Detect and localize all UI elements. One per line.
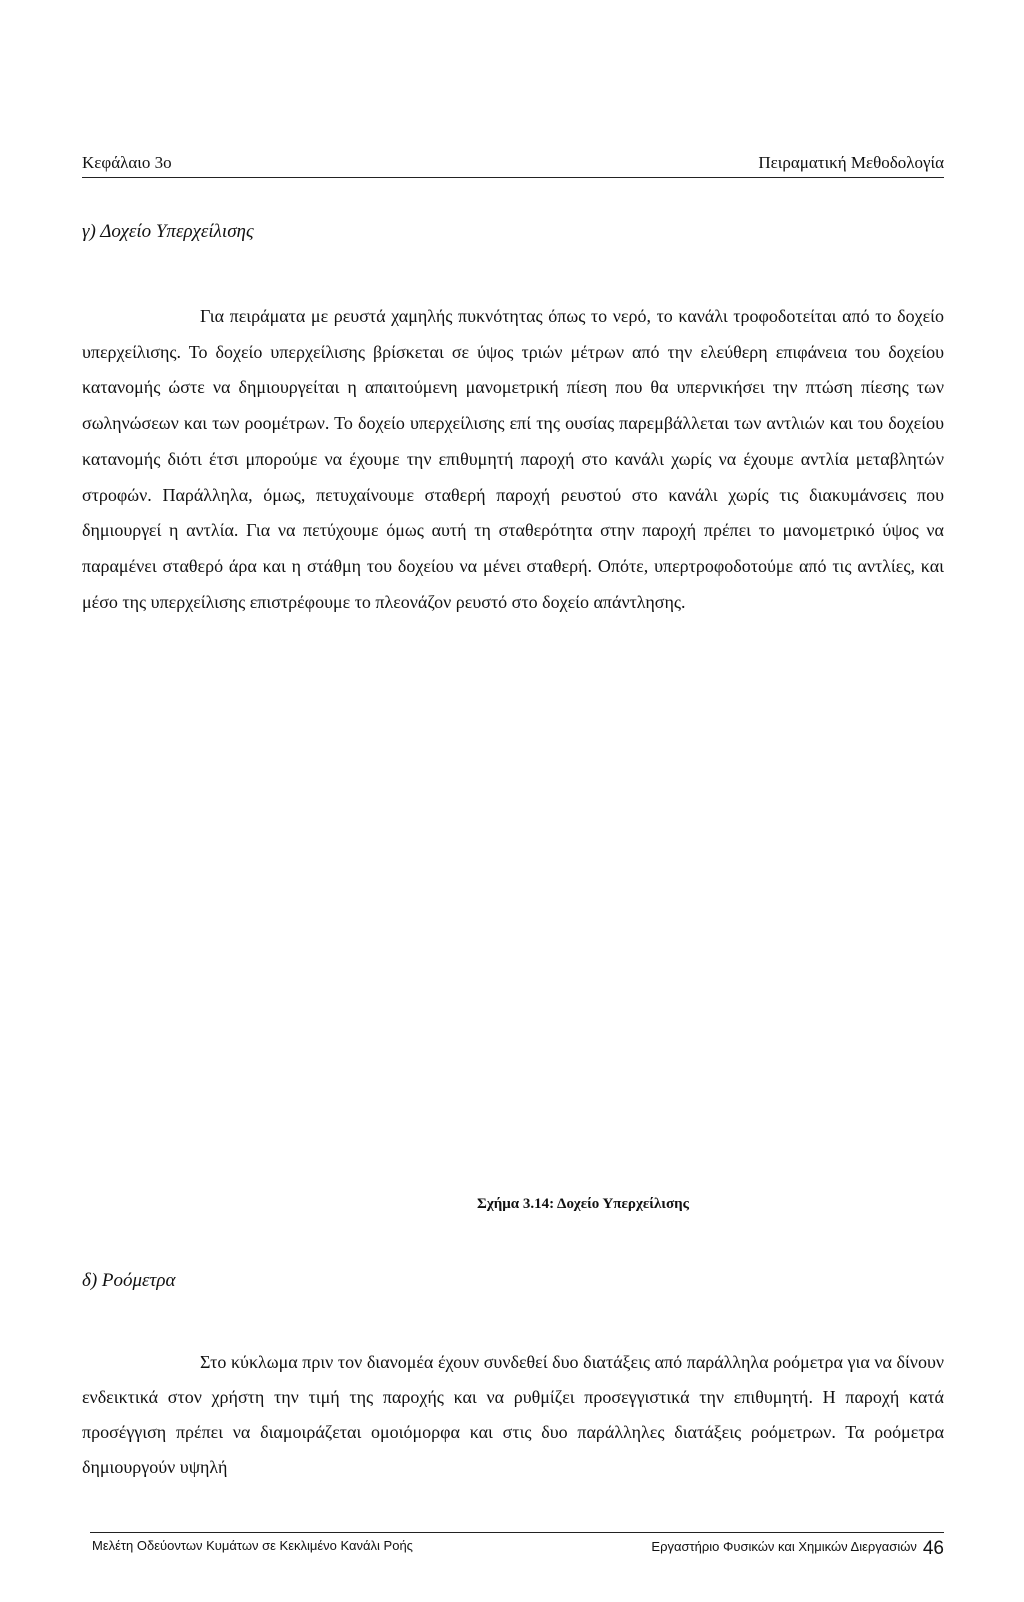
footer-lab	[651, 1538, 944, 1560]
paragraph-flowmeters	[82, 1345, 944, 1485]
paragraph-text: Στο κύκλωμα πριν τον διανομέα έχουν συνδεθεί δυο διατάξεις από παράλληλα ροόμετρα για να δίνουν ενδεικτικά στον χρήστη την τιμή της παροχής και να ρυθμίζει προσεγγιστικά την επιθυμητή. Η παροχή κατά προσέγγιση πρέπει να διαμοιράζεται ομοιόμορφα και στις δυο παράλληλες διατάξεις ροόμετρων. Τα ροόμετρα δημιουργούν υψηλή	[82, 1352, 944, 1477]
section-heading-flowmeters: δ) Ροόμετρα	[82, 1270, 176, 1291]
header-chapter: Κεφάλαιο 3ο	[82, 153, 172, 172]
paragraph-text: Για πειράματα με ρευστά χαμηλής πυκνότητας όπως το νερό, το κανάλι τροφοδοτείται από το δοχείο υπερχείλισης. Το δοχείο υπερχείλισης βρίσκεται σε ύψος τριών μέτρων από την ελεύθερη επιφάνεια του δοχείου κατανομής ώστε να δημιουργείται η απαιτούμενη μανομετρική πίεση που θα υπερνικήσει την πτώση πίεσης των σωληνώσεων και των ροομέτρων. Το δοχείο υπερχείλισης επί της ουσίας παρεμβάλλεται των αντλιών και του δοχείου κατανομής διότι έτσι μπορούμε να έχουμε την επιθυμητή παροχή στο κανάλι χωρίς να έχουμε αντλία μεταβλητών στροφών. Παράλληλα, όμως, πετυχαίνουμε σταθερή παροχή ρευστού στο κανάλι χωρίς τις διακυμάνσεις που δημιουργεί η αντλία. Για να πετύχουμε όμως αυτή τη σταθερότητα στην παροχή πρέπει το μανομετρικό ύψος να παραμένει σταθερό άρα και η στάθμη του δοχείου να μένει σταθερή. Οπότε, υπερτροφοδοτούμε από τις αντλίες, και μέσο της υπερχείλισης επιστρέφουμε το πλεονάζον ρευστό στο δοχείο απάντλησης.	[82, 306, 944, 612]
paragraph-overflow-tank	[82, 299, 944, 620]
footer-lab-text: Εργαστήριο Φυσικών και Χημικών Διεργασιών	[651, 1539, 917, 1554]
footer-divider	[90, 1532, 944, 1533]
header-divider	[82, 177, 944, 178]
footer-title: Μελέτη Οδεύοντων Κυμάτων σε Κεκλιμένο Κανάλι Ροής	[92, 1538, 413, 1553]
header-section: Πειραματική Μεθοδολογία	[758, 153, 944, 172]
page-number: 46	[922, 1538, 944, 1559]
figure-caption-text: Σχήμα 3.14: Δοχείο Υπερχείλισης	[477, 1196, 689, 1212]
section-heading-overflow-tank: γ) Δοχείο Υπερχείλισης	[82, 221, 254, 242]
figure-caption	[0, 1196, 1024, 1213]
